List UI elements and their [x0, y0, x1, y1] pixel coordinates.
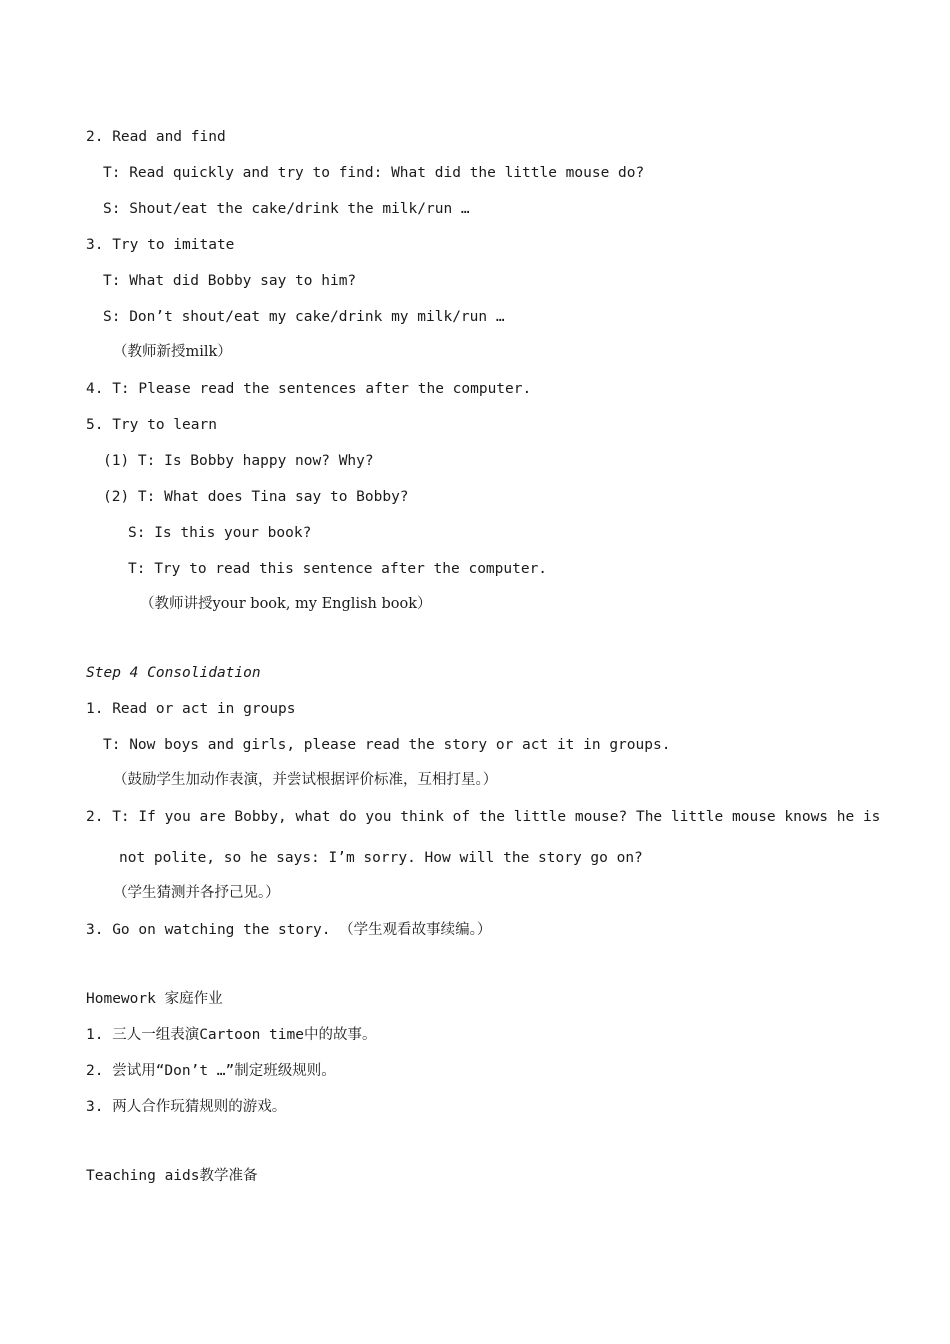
student-line: S: Don’t shout/eat my cake/drink my milk/run … [103, 309, 505, 325]
section-heading-try-to-learn: 5. Try to learn [86, 417, 217, 433]
numbered-item: 1. Read or act in groups [86, 701, 296, 717]
teacher-line: T: Now boys and girls, please read the story or act it in groups. [103, 737, 671, 753]
homework-item: 2. 尝试用“Don’t …”制定班级规则。 [86, 1063, 336, 1079]
student-line: S: Shout/eat the cake/drink the milk/run … [103, 201, 470, 217]
teacher-note: （鼓励学生加动作表演，并尝试根据评价标准，互相打星。） [113, 772, 498, 788]
homework-heading: Homework 家庭作业 [86, 991, 223, 1007]
numbered-item: 3. Go on watching the story. （学生观看故事续编。） [86, 922, 492, 938]
continuation-line: not polite, so he says: I’m sorry. How will the story go on? [119, 850, 643, 866]
teaching-aids-heading: Teaching aids教学准备 [86, 1168, 258, 1184]
numbered-item: 4. T: Please read the sentences after the computer. [86, 381, 532, 397]
sub-item: (1) T: Is Bobby happy now? Why? [103, 453, 374, 469]
teacher-line: T: What did Bobby say to him? [103, 273, 357, 289]
homework-item: 1. 三人一组表演Cartoon time中的故事。 [86, 1027, 377, 1043]
teacher-note: （教师新授milk） [113, 344, 232, 360]
teacher-line: T: Try to read this sentence after the computer. [128, 561, 548, 577]
step-heading: Step 4 Consolidation [86, 665, 261, 681]
homework-item: 3. 两人合作玩猜规则的游戏。 [86, 1099, 287, 1115]
section-heading-read-and-find: 2. Read and find [86, 129, 226, 145]
section-heading-try-to-imitate: 3. Try to imitate [86, 237, 235, 253]
teacher-note: （学生猜测并各抒己见。） [113, 885, 280, 901]
teacher-line: T: Read quickly and try to find: What did the little mouse do? [103, 165, 645, 181]
teacher-note: （教师讲授your book, my English book） [140, 596, 432, 612]
numbered-item: 2. T: If you are Bobby, what do you think of the little mouse? The little mouse knows he is [86, 809, 881, 825]
sub-item: (2) T: What does Tina say to Bobby? [103, 489, 409, 505]
student-line: S: Is this your book? [128, 525, 312, 541]
